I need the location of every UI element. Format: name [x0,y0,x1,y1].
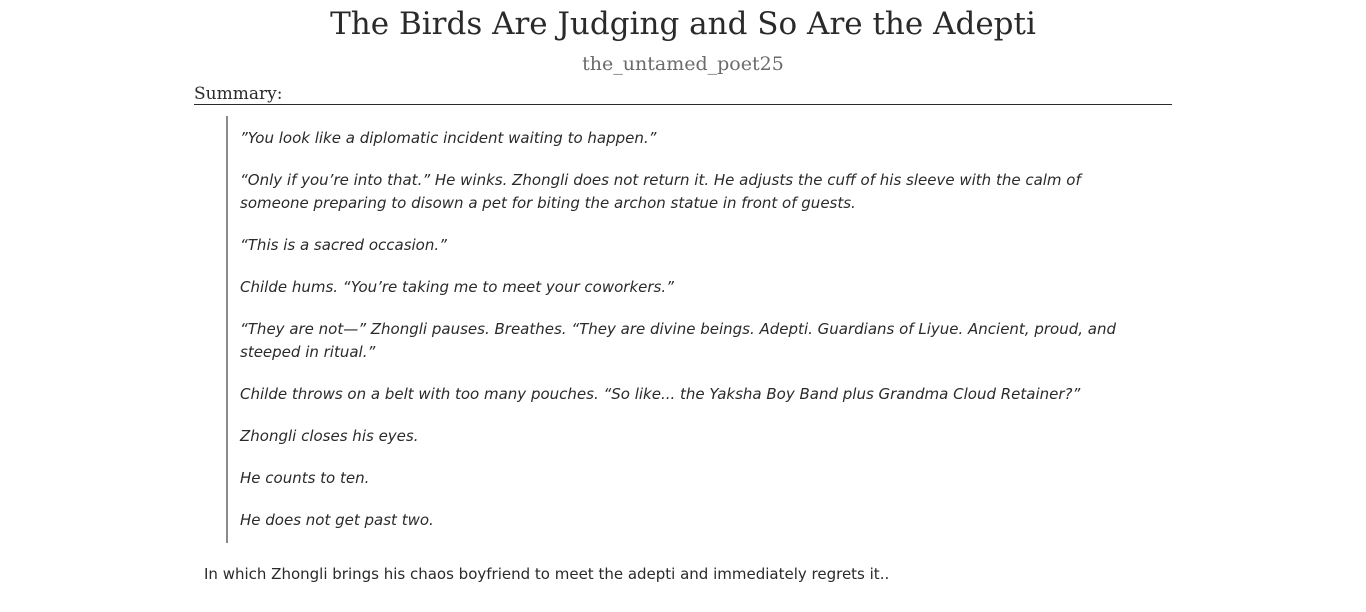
summary-paragraph: Childe throws on a belt with too many pouches. “So like... the Yaksha Boy Band plus Grandma Cloud Retainer?” [240,385,1081,403]
summary-paragraph: “They are not—” Zhongli pauses. Breathes. “They are divine beings. Adepti. Guardians of Liyue. Ancient, proud, and steeped in ritual.” [240,320,1116,361]
summary-heading: Summary: [194,82,1172,105]
summary-paragraph: ”You look like a diplomatic incident waiting to happen.” [240,129,657,147]
summary-paragraph: “This is a sacred occasion.” [240,236,447,254]
summary-paragraph: He does not get past two. [240,511,434,529]
work-title: The Birds Are Judging and So Are the Adepti [330,6,1036,42]
summary-paragraph: Zhongli closes his eyes. [240,427,419,445]
notes-text: In which Zhongli brings his chaos boyfriend to meet the adepti and immediately regrets it.. [204,565,890,583]
summary-paragraph: He counts to ten. [240,469,370,487]
summary-paragraph: “Only if you’re into that.” He winks. Zhongli does not return it. He adjusts the cuff of his sleeve with the calm of someone preparing to disown a pet for biting the archon statue in front of guests. [240,171,1081,212]
summary-paragraph: Childe hums. “You’re taking me to meet your coworkers.” [240,278,674,296]
summary-blockquote [226,116,1136,543]
author-byline[interactable]: the_untamed_poet25 [582,53,784,75]
